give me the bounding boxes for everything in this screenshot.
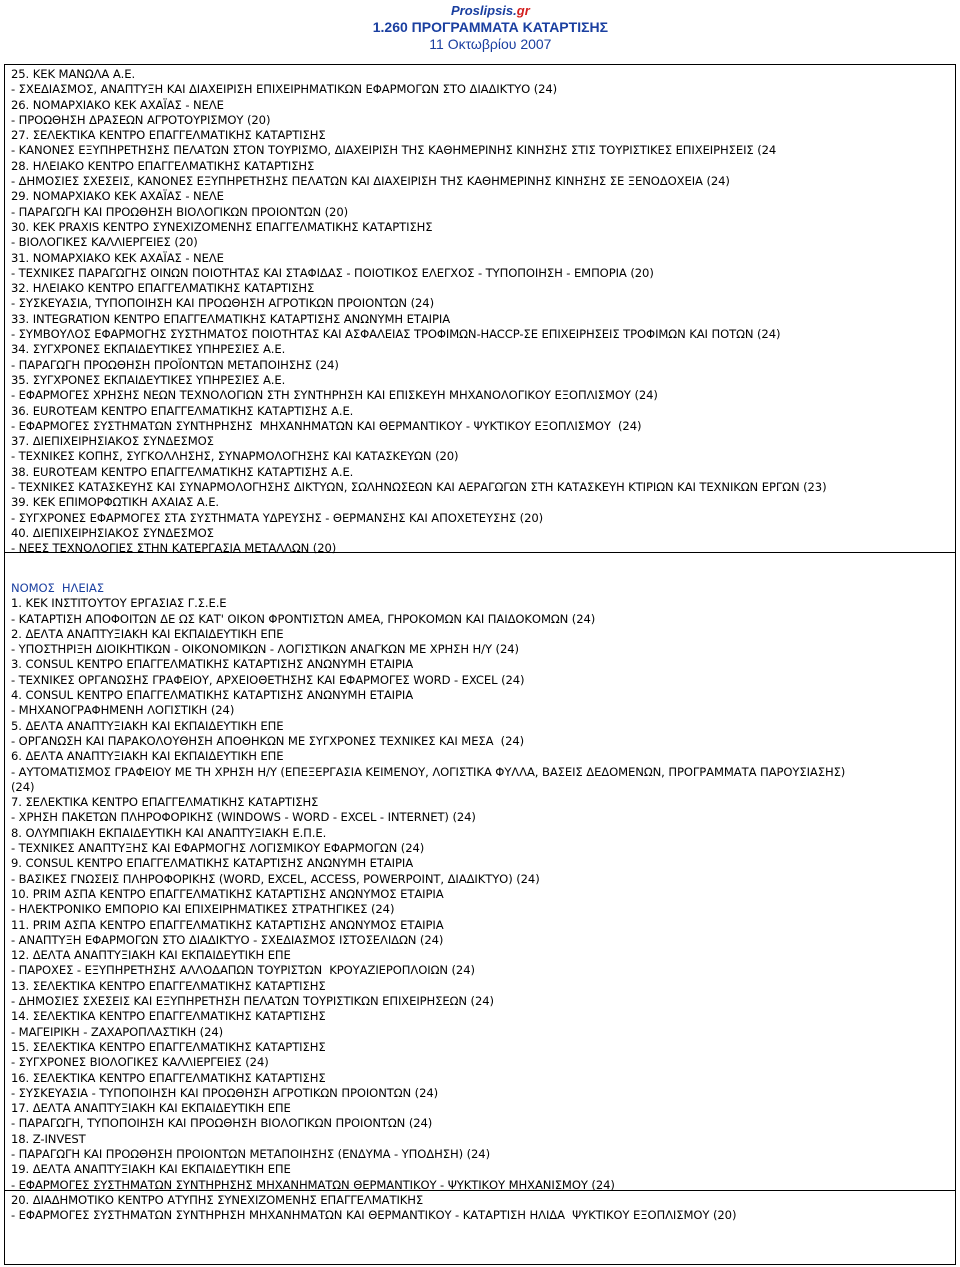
program-title: - ΕΦΑΡΜΟΓΕΣ ΣΥΣΤΗΜΑΤΩΝ ΣΥΝΤΗΡΗΣΗΣ ΜΗΧΑΝΗΜΑΤΩΝ ΘΕΡΜΑΝΤΙΚΟΥ - ΨΥΚΤΙΚΟΥ ΜΗΧΑΝΙΣΜΟΥ (24) [11, 1177, 615, 1192]
provider-name: 37. ΔΙΕΠΙΧΕΙΡΗΣΙΑΚΟΣ ΣΥΝΔΕΣΜΟΣ [11, 434, 214, 449]
provider-name: 28. ΗΛΕΙΑΚΟ ΚΕΝΤΡΟ ΕΠΑΓΓΕΛΜΑΤΙΚΗΣ ΚΑΤΑΡΤΙΣΗΣ [11, 158, 315, 173]
provider-name: (24) [11, 779, 35, 794]
provider-name: 3. CONSUL ΚΕΝΤΡΟ ΕΠΑΓΓΕΛΜΑΤΙΚΗΣ ΚΑΤΑΡΤΙΣΗΣ ΑΝΩΝΥΜΗ ΕΤΑΙΡΙΑ [11, 657, 414, 672]
program-title: - ΔΗΜΟΣΙΕΣ ΣΧΕΣΕΙΣ ΚΑΙ ΕΞΥΠΗΡΕΤΗΣΗ ΠΕΛΑΤΩΝ ΤΟΥΡΙΣΤΙΚΩΝ ΕΠΙΧΕΙΡΗΣΕΩΝ (24) [11, 994, 494, 1009]
provider-name: 27. ΣΕΛΕΚΤΙΚΑ ΚΕΝΤΡΟ ΕΠΑΓΓΕΛΜΑΤΙΚΗΣ ΚΑΤΑΡΤΙΣΗΣ [11, 128, 326, 143]
provider-name: 7. ΣΕΛΕΚΤΙΚΑ ΚΕΝΤΡΟ ΕΠΑΓΓΕΛΜΑΤΙΚΗΣ ΚΑΤΑΡΤΙΣΗΣ [11, 795, 319, 810]
program-title: - ΠΑΡΑΓΩΓΗ ΚΑΙ ΠΡΟΩΘΗΣΗ ΠΡΟΙΟΝΤΩΝ ΜΕΤΑΠΟΙΗΣΗΣ (ΕΝΔΥΜΑ - ΥΠΟΔΗΣΗ) (24) [11, 1146, 491, 1161]
provider-name: 2. ΔΕΛΤΑ ΑΝΑΠΤΥΞΙΑΚΗ ΚΑΙ ΕΚΠΑΙΔΕΥΤΙΚΗ ΕΠΕ [11, 626, 284, 641]
program-title: - ΤΕΧΝΙΚΕΣ ΟΡΓΑΝΩΣΗΣ ΓΡΑΦΕΙΟΥ, ΑΡΧΕΙΟΘΕΤΗΣΗΣ ΚΑΙ ΕΦΑΡΜΟΓΕΣ WORD - EXCEL (24) [11, 672, 525, 687]
provider-name: 18. Z-INVEST [11, 1131, 86, 1146]
program-title: - ΒΑΣΙΚΕΣ ΓΝΩΣΕΙΣ ΠΛΗΡΟΦΟΡΙΚΗΣ (WORD, EXCEL, ACCESS, POWERPOINT, ΔΙΑΔΙΚΤΥΟ) (24) [11, 871, 540, 886]
program-title: - ΤΕΧΝΙΚΕΣ ΚΑΤΑΣΚΕΥΗΣ ΚΑΙ ΣΥΝΑΡΜΟΛΟΓΗΣΗΣ ΔΙΚΤΥΩΝ, ΣΩΛΗΝΩΣΕΩΝ ΚΑΙ ΑΕΡΑΓΩΓΩΝ ΣΤΗ ΚΑΤΑΣΚΕΥΗ ΚΤΙΡΙΩΝ ΚΑΙ ΤΕΧΝΙΚΩΝ ΕΡΓΩΝ (23) [11, 480, 827, 495]
document-title: 1.260 ΠΡΟΓΡΑΜΜΑΤΑ ΚΑΤΑΡΤΙΣΗΣ [372, 19, 608, 35]
provider-name: 5. ΔΕΛΤΑ ΑΝΑΠΤΥΞΙΑΚΗ ΚΑΙ ΕΚΠΑΙΔΕΥΤΙΚΗ ΕΠΕ [11, 718, 284, 733]
provider-name: 14. ΣΕΛΕΚΤΙΚΑ ΚΕΝΤΡΟ ΕΠΑΓΓΕΛΜΑΤΙΚΗΣ ΚΑΤΑΡΤΙΣΗΣ [11, 1009, 326, 1024]
provider-name: 39. ΚΕΚ ΕΠΙΜΟΡΦΩΤΙΚΗ ΑΧΑΙΑΣ Α.Ε. [11, 495, 220, 510]
program-title: - ΣΥΓΧΡΟΝΕΣ ΕΦΑΡΜΟΓΕΣ ΣΤΑ ΣΥΣΤΗΜΑΤΑ ΥΔΡΕΥΣΗΣ - ΘΕΡΜΑΝΣΗΣ ΚΑΙ ΑΠΟΧΕΤΕΥΣΗΣ (20) [11, 510, 544, 525]
provider-name: 8. ΟΛΥΜΠΙΑΚΗ ΕΚΠΑΙΔΕΥΤΙΚΗ ΚΑΙ ΑΝΑΠΤΥΞΙΑΚΗ Ε.Π.Ε. [11, 825, 327, 840]
provider-name: 9. CONSUL ΚΕΝΤΡΟ ΕΠΑΓΓΕΛΜΑΤΙΚΗΣ ΚΑΤΑΡΤΙΣΗΣ ΑΝΩΝΥΜΗ ΕΤΑΙΡΙΑ [11, 856, 414, 871]
provider-name: 38. EUROTEAM ΚΕΝΤΡΟ ΕΠΑΓΓΕΛΜΑΤΙΚΗΣ ΚΑΤΑΡΤΙΣΗΣ Α.Ε. [11, 464, 354, 479]
program-title: - ΣΥΜΒΟΥΛΟΣ ΕΦΑΡΜΟΓΗΣ ΣΥΣΤΗΜΑΤΟΣ ΠΟΙΟΤΗΤΑΣ ΚΑΙ ΑΣΦΑΛΕΙΑΣ ΤΡΟΦΙΜΩΝ-HACCP-ΣΕ ΕΠΙΧΕΙΡΗΣΕΙΣ ΤΡΟΦΙΜΩΝ ΚΑΙ ΠΟΤΩΝ (24) [11, 327, 781, 342]
program-title: - ΒΙΟΛΟΓΙΚΕΣ ΚΑΛΛΙΕΡΓΕΙΕΣ (20) [11, 235, 198, 250]
program-title: - ΑΝΑΠΤΥΞΗ ΕΦΑΡΜΟΓΩΝ ΣΤΟ ΔΙΑΔΙΚΤΥΟ - ΣΧΕΔΙΑΣΜΟΣ ΙΣΤΟΣΕΛΙΔΩΝ (24) [11, 932, 444, 947]
program-title: - ΚΑΝΟΝΕΣ ΕΞΥΠΗΡΕΤΗΣΗΣ ΠΕΛΑΤΩΝ ΣΤΟΝ ΤΟΥΡΙΣΜΟ, ΔΙΑΧΕΙΡΙΣΗ ΤΗΣ ΚΑΘΗΜΕΡΙΝΗΣ ΚΙΝΗΣΗΣ ΣΤΙΣ ΤΟΥΡΙΣΤΙΚΕΣ ΕΠΙΧΕΙΡΗΣΕΙΣ (24 [11, 143, 777, 158]
programs-table [4, 64, 956, 1265]
program-title: - ΠΑΡΑΓΩΓΗ, ΤΥΠΟΠΟΙΗΣΗ ΚΑΙ ΠΡΟΩΘΗΣΗ ΒΙΟΛΟΓΙΚΩΝ ΠΡΟΙΟΝΤΩΝ (24) [11, 1116, 433, 1131]
provider-name: 29. ΝΟΜΑΡΧΙΑΚΟ ΚΕΚ ΑΧΑΪΑΣ - ΝΕΛΕ [11, 189, 224, 204]
program-title: - ΜΗΧΑΝΟΓΡΑΦΗΜΕΝΗ ΛΟΓΙΣΤΙΚΗ (24) [11, 703, 235, 718]
program-title: - ΔΗΜΟΣΙΕΣ ΣΧΕΣΕΙΣ, ΚΑΝΟΝΕΣ ΕΞΥΠΗΡΕΤΗΣΗΣ ΠΕΛΑΤΩΝ ΚΑΙ ΔΙΑΧΕΙΡΙΣΗ ΤΗΣ ΚΑΘΗΜΕΡΙΝΗΣ ΚΙΝΗΣΗΣ ΣΕ ΞΕΝΟΔΟΧΕΙΑ (24) [11, 174, 730, 189]
program-title: - ΗΛΕΚΤΡΟΝΙΚΟ ΕΜΠΟΡΙΟ ΚΑΙ ΕΠΙΧΕΙΡΗΜΑΤΙΚΕΣ ΣΤΡΑΤΗΓΙΚΕΣ (24) [11, 902, 395, 917]
program-title: - ΑΥΤΟΜΑΤΙΣΜΟΣ ΓΡΑΦΕΙΟΥ ΜΕ ΤΗ ΧΡΗΣΗ Η/Υ (ΕΠΕΞΕΡΓΑΣΙΑ ΚΕΙΜΕΝΟΥ, ΛΟΓΙΣΤΙΚΑ ΦΥΛΛΑ, ΒΑΣΕΙΣ ΔΕΔΟΜΕΝΩΝ, ΠΡΟΓΡΑΜΜΑΤΑ ΠΑΡΟΥΣΙΑΣΗΣ) [11, 764, 846, 779]
program-title: - ΤΕΧΝΙΚΕΣ ΑΝΑΠΤΥΞΗΣ ΚΑΙ ΕΦΑΡΜΟΓΗΣ ΛΟΓΙΣΜΙΚΟΥ ΕΦΑΡΜΟΓΩΝ (24) [11, 841, 425, 856]
provider-name: 6. ΔΕΛΤΑ ΑΝΑΠΤΥΞΙΑΚΗ ΚΑΙ ΕΚΠΑΙΔΕΥΤΙΚΗ ΕΠΕ [11, 749, 284, 764]
provider-name: 12. ΔΕΛΤΑ ΑΝΑΠΤΥΞΙΑΚΗ ΚΑΙ ΕΚΠΑΙΔΕΥΤΙΚΗ ΕΠΕ [11, 948, 291, 963]
program-title: - ΕΦΑΡΜΟΓΕΣ ΣΥΣΤΗΜΑΤΩΝ ΣΥΝΤΗΡΗΣΗΣ ΜΗΧΑΝΗΜΑΤΩΝ ΚΑΙ ΘΕΡΜΑΝΤΙΚΟΥ - ΨΥΚΤΙΚΟΥ ΕΞΟΠΛΙΣΜΟΥ (24) [11, 418, 642, 433]
table-divider [5, 1190, 955, 1191]
program-title: - ΣΧΕΔΙΑΣΜΟΣ, ΑΝΑΠΤΥΞΗ ΚΑΙ ΔΙΑΧΕΙΡΙΣΗ ΕΠΙΧΕΙΡΗΜΑΤΙΚΩΝ ΕΦΑΡΜΟΓΩΝ ΣΤΟ ΔΙΑΔΙΚΤΥΟ (24) [11, 82, 558, 97]
program-title: - ΜΑΓΕΙΡΙΚΗ - ΖΑΧΑΡΟΠΛΑΣΤΙΚΗ (24) [11, 1024, 224, 1039]
provider-name: 33. INTEGRATION ΚΕΝΤΡΟ ΕΠΑΓΓΕΛΜΑΤΙΚΗΣ ΚΑΤΑΡΤΙΣΗΣ ΑΝΩΝΥΜΗ ΕΤΑΙΡΙΑ [11, 311, 451, 326]
provider-name: 32. ΗΛΕΙΑΚΟ ΚΕΝΤΡΟ ΕΠΑΓΓΕΛΜΑΤΙΚΗΣ ΚΑΤΑΡΤΙΣΗΣ [11, 281, 315, 296]
provider-name: 25. ΚΕΚ ΜΑΝΩΛΑ Α.Ε. [11, 67, 136, 81]
program-title: - ΥΠΟΣΤΗΡΙΞΗ ΔΙΟΙΚΗΤΙΚΩΝ - ΟΙΚΟΝΟΜΙΚΩΝ - ΛΟΓΙΣΤΙΚΩΝ ΑΝΑΓΚΩΝ ΜΕ ΧΡΗΣΗ Η/Υ (24) [11, 642, 519, 657]
program-title: - ΚΑΤΑΡΤΙΣΗ ΑΠΟΦΟΙΤΩΝ ΔΕ ΩΣ ΚΑΤ' ΟΙΚΟΝ ΦΡΟΝΤΙΣΤΩΝ ΑΜΕΑ, ΓΗΡΟΚΟΜΩΝ ΚΑΙ ΠΑΙΔΟΚΟΜΩΝ (24) [11, 611, 596, 626]
document-date: 11 Οκτωβρίου 2007 [429, 36, 552, 52]
section-heading-ilia: ΝΟΜΟΣ ΗΛΕΙΑΣ [11, 581, 104, 595]
document-header [373, 3, 608, 53]
provider-name: 4. CONSUL ΚΕΝΤΡΟ ΕΠΑΓΓΕΛΜΑΤΙΚΗΣ ΚΑΤΑΡΤΙΣΗΣ ΑΝΩΝΥΜΗ ΕΤΑΙΡΙΑ [11, 688, 414, 703]
provider-name: 40. ΔΙΕΠΙΧΕΙΡΗΣΙΑΚΟΣ ΣΥΝΔΕΣΜΟΣ [11, 525, 214, 540]
provider-name: 1. ΚΕΚ ΙΝΣΤΙΤΟΥΤΟΥ ΕΡΓΑΣΙΑΣ Γ.Σ.Ε.Ε [11, 596, 227, 611]
provider-name: 16. ΣΕΛΕΚΤΙΚΑ ΚΕΝΤΡΟ ΕΠΑΓΓΕΛΜΑΤΙΚΗΣ ΚΑΤΑΡΤΙΣΗΣ [11, 1070, 326, 1085]
program-title: - ΣΥΣΚΕΥΑΣΙΑ, ΤΥΠΟΠΟΙΗΣΗ ΚΑΙ ΠΡΟΩΘΗΣΗ ΑΓΡΟΤΙΚΩΝ ΠΡΟΙΟΝΤΩΝ (24) [11, 296, 434, 311]
table-divider [5, 552, 955, 553]
provider-name: 34. ΣΥΓΧΡΟΝΕΣ ΕΚΠΑΙΔΕΥΤΙΚΕΣ ΥΠΗΡΕΣΙΕΣ Α.Ε. [11, 342, 286, 357]
site-tld: gr [516, 3, 530, 18]
provider-name: 15. ΣΕΛΕΚΤΙΚΑ ΚΕΝΤΡΟ ΕΠΑΓΓΕΛΜΑΤΙΚΗΣ ΚΑΤΑΡΤΙΣΗΣ [11, 1039, 326, 1054]
provider-name: 20. ΔΙΑΔΗΜΟΤΙΚΟ ΚΕΝΤΡΟ ΑΤΥΠΗΣ ΣΥΝΕΧΙΖΟΜΕΝΗΣ ΕΠΑΓΓΕΛΜΑΤΙΚΗΣ [11, 1192, 424, 1207]
program-title: - ΠΑΡΑΓΩΓΗ ΠΡΟΩΘΗΣΗ ΠΡΟΪΟΝΤΩΝ ΜΕΤΑΠΟΙΗΣΗΣ (24) [11, 357, 339, 372]
program-title: - ΟΡΓΑΝΩΣΗ ΚΑΙ ΠΑΡΑΚΟΛΟΥΘΗΣΗ ΑΠΟΘΗΚΩΝ ΜΕ ΣΥΓΧΡΟΝΕΣ ΤΕΧΝΙΚΕΣ ΚΑΙ ΜΕΣΑ (24) [11, 733, 525, 748]
provider-name: 19. ΔΕΛΤΑ ΑΝΑΠΤΥΞΙΑΚΗ ΚΑΙ ΕΚΠΑΙΔΕΥΤΙΚΗ ΕΠΕ [11, 1162, 291, 1177]
program-title: - ΕΦΑΡΜΟΓΕΣ ΧΡΗΣΗΣ ΝΕΩΝ ΤΕΧΝΟΛΟΓΙΩΝ ΣΤΗ ΣΥΝΤΗΡΗΣΗ ΚΑΙ ΕΠΙΣΚΕΥΗ ΜΗΧΑΝΟΛΟΓΙΚΟΥ ΕΞΟΠΛΙΣΜΟΥ (24) [11, 388, 658, 403]
site-logo [373, 3, 608, 18]
provider-name: 17. ΔΕΛΤΑ ΑΝΑΠΤΥΞΙΑΚΗ ΚΑΙ ΕΚΠΑΙΔΕΥΤΙΚΗ ΕΠΕ [11, 1101, 291, 1116]
program-title: - ΠΑΡΟΧΕΣ - ΕΞΥΠΗΡΕΤΗΣΗΣ ΑΛΛΟΔΑΠΩΝ ΤΟΥΡΙΣΤΩΝ ΚΡΟΥΑΖΙΕΡΟΠΛΟΙΩΝ (24) [11, 963, 475, 978]
provider-name: 10. PRIM ΑΣΠΑ ΚΕΝΤΡΟ ΕΠΑΓΓΕΛΜΑΤΙΚΗΣ ΚΑΤΑΡΤΙΣΗΣ ΑΝΩΝΥΜΟΣ ΕΤΑΙΡΙΑ [11, 886, 444, 901]
program-title: - ΕΦΑΡΜΟΓΕΣ ΣΥΣΤΗΜΑΤΩΝ ΣΥΝΤΗΡΗΣΗ ΜΗΧΑΝΗΜΑΤΩΝ ΚΑΙ ΘΕΡΜΑΝΤΙΚΟΥ - ΚΑΤΑΡΤΙΣΗ ΗΛΙΔΑ ΨΥΚΤΙΚΟΥ ΕΞΟΠΛΙΣΜΟΥ (20) [11, 1208, 737, 1223]
provider-name: 26. ΝΟΜΑΡΧΙΑΚΟ ΚΕΚ ΑΧΑΪΑΣ - ΝΕΛΕ [11, 97, 224, 112]
provider-name: 11. PRIM ΑΣΠΑ ΚΕΝΤΡΟ ΕΠΑΓΓΕΛΜΑΤΙΚΗΣ ΚΑΤΑΡΤΙΣΗΣ ΑΝΩΝΥΜΟΣ ΕΤΑΙΡΙΑ [11, 917, 444, 932]
provider-name: 13. ΣΕΛΕΚΤΙΚΑ ΚΕΝΤΡΟ ΕΠΑΓΓΕΛΜΑΤΙΚΗΣ ΚΑΤΑΡΤΙΣΗΣ [11, 978, 326, 993]
section-ilia [11, 581, 949, 1223]
provider-name: 30. ΚΕΚ PRAXIS ΚΕΝΤΡΟ ΣΥΝΕΧΙΖΟΜΕΝΗΣ ΕΠΑΓΓΕΛΜΑΤΙΚΗΣ ΚΑΤΑΡΤΙΣΗΣ [11, 219, 433, 234]
program-title: - ΠΡΟΩΘΗΣΗ ΔΡΑΣΕΩΝ ΑΓΡΟΤΟΥΡΙΣΜΟΥ (20) [11, 112, 271, 127]
program-title: - ΧΡΗΣΗ ΠΑΚΕΤΩΝ ΠΛΗΡΟΦΟΡΙΚΗΣ (WINDOWS - WORD - EXCEL - INTERNET) (24) [11, 810, 476, 825]
program-title: - ΣΥΣΚΕΥΑΣΙΑ - ΤΥΠΟΠΟΙΗΣΗ ΚΑΙ ΠΡΟΩΘΗΣΗ ΑΓΡΟΤΙΚΩΝ ΠΡΟΙΟΝΤΩΝ (24) [11, 1085, 439, 1100]
section-achaia-continued [11, 67, 949, 557]
site-name: Proslipsis. [451, 3, 517, 18]
program-title: - ΤΕΧΝΙΚΕΣ ΚΟΠΗΣ, ΣΥΓΚΟΛΛΗΣΗΣ, ΣΥΝΑΡΜΟΛΟΓΗΣΗΣ ΚΑΙ ΚΑΤΑΣΚΕΥΩΝ (20) [11, 449, 459, 464]
provider-name: 31. ΝΟΜΑΡΧΙΑΚΟ ΚΕΚ ΑΧΑΪΑΣ - ΝΕΛΕ [11, 250, 224, 265]
program-title: - ΤΕΧΝΙΚΕΣ ΠΑΡΑΓΩΓΗΣ ΟΙΝΩΝ ΠΟΙΟΤΗΤΑΣ ΚΑΙ ΣΤΑΦΙΔΑΣ - ΠΟΙΟΤΙΚΟΣ ΕΛΕΓΧΟΣ - ΤΥΠΟΠΟΙΗΣΗ - ΕΜΠΟΡΙΑ (20) [11, 265, 654, 280]
program-title: - ΣΥΓΧΡΟΝΕΣ ΒΙΟΛΟΓΙΚΕΣ ΚΑΛΛΙΕΡΓΕΙΕΣ (24) [11, 1055, 269, 1070]
provider-name: 36. EUROTEAM ΚΕΝΤΡΟ ΕΠΑΓΓΕΛΜΑΤΙΚΗΣ ΚΑΤΑΡΤΙΣΗΣ Α.Ε. [11, 403, 354, 418]
program-title: - ΠΑΡΑΓΩΓΗ ΚΑΙ ΠΡΟΩΘΗΣΗ ΒΙΟΛΟΓΙΚΩΝ ΠΡΟΙΟΝΤΩΝ (20) [11, 204, 349, 219]
program-title: - ΝΕΕΣ ΤΕΧΝΟΛΟΓΙΕΣ ΣΤΗΝ ΚΑΤΕΡΓΑΣΙΑ ΜΕΤΑΛΛΩΝ (20) [11, 541, 337, 556]
provider-name: 35. ΣΥΓΧΡΟΝΕΣ ΕΚΠΑΙΔΕΥΤΙΚΕΣ ΥΠΗΡΕΣΙΕΣ Α.Ε. [11, 372, 286, 387]
